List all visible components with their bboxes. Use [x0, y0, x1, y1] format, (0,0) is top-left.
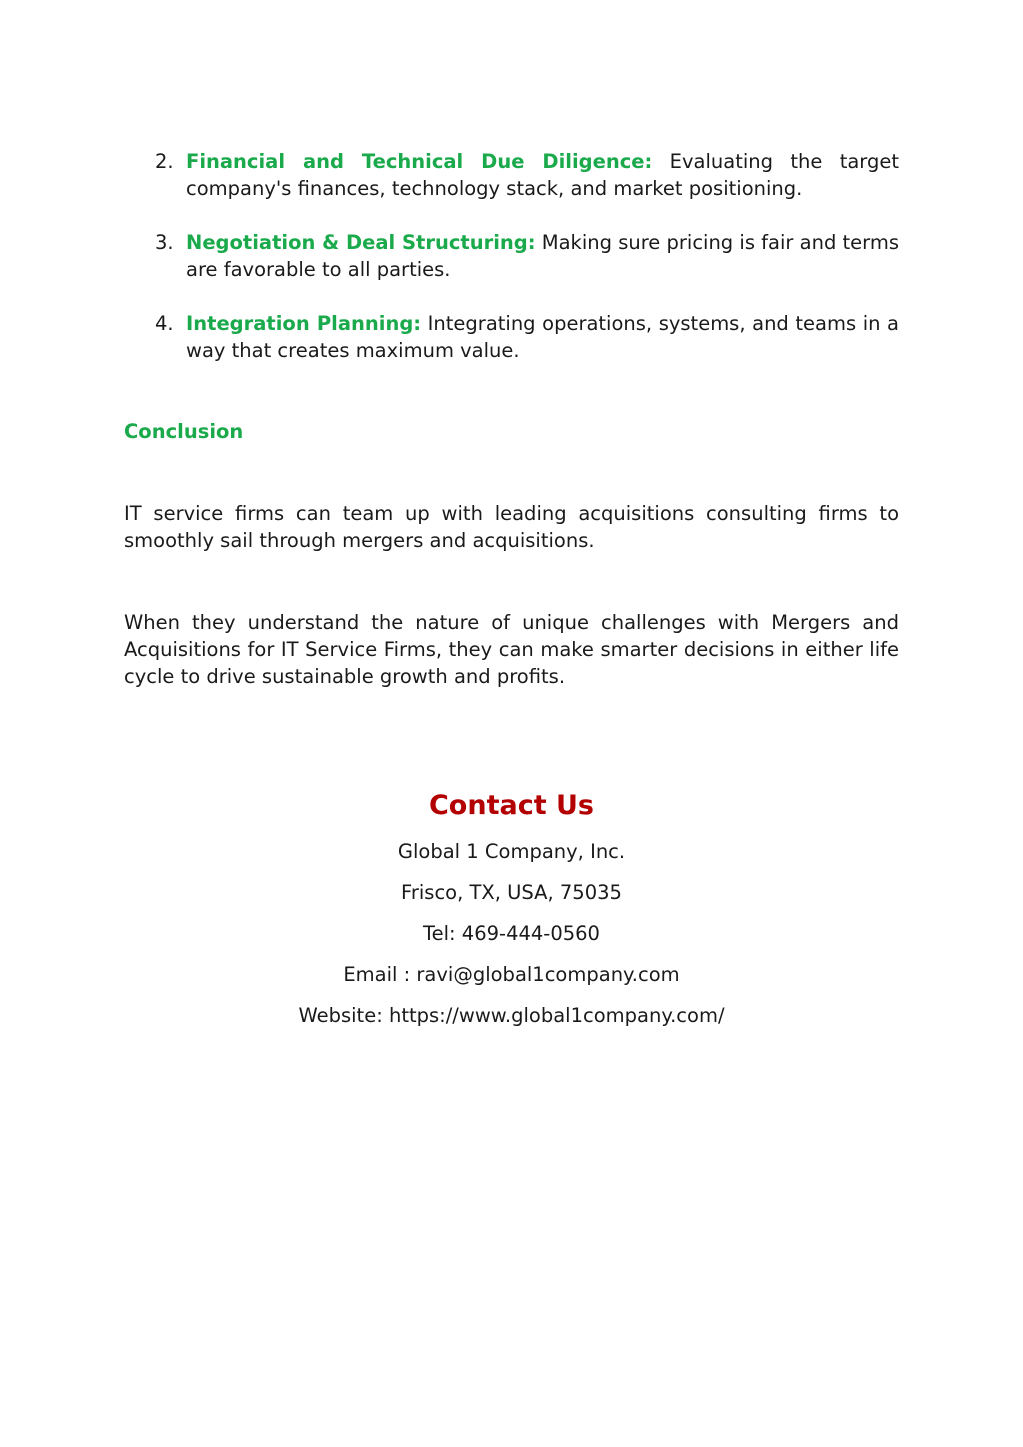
list-item-number: 3. [155, 231, 174, 254]
contact-section [0, 786, 1023, 1036]
contact-website: Website: https://www.global1company.com/ [298, 1004, 725, 1027]
conclusion-heading: Conclusion [124, 420, 244, 443]
list-item [124, 310, 899, 364]
list-item [124, 148, 899, 202]
list-item-label: Negotiation & Deal Structuring: [186, 231, 536, 254]
list-item-label: Integration Planning: [186, 312, 422, 335]
list-item-label: Financial and Technical Due Diligence: [186, 150, 653, 173]
contact-address: Frisco, TX, USA, 75035 [401, 881, 622, 904]
list-item-number: 2. [155, 150, 174, 173]
list-item-text: Evaluating the target company's finances, technology stack, and market positioning. [186, 150, 899, 200]
conclusion-paragraph-1: IT service firms can team up with leading acquisitions consulting firms to smoothly sail through mergers and acquisitions. [124, 502, 899, 552]
contact-phone: Tel: 469-444-0560 [423, 922, 600, 945]
list-item-text: Integrating operations, systems, and teams in a way that creates maximum value. [186, 312, 899, 362]
contact-title: Contact Us [428, 790, 595, 821]
numbered-list [124, 148, 899, 364]
contact-company: Global 1 Company, Inc. [397, 840, 626, 863]
list-item-text: Making sure pricing is fair and terms are favorable to all parties. [186, 231, 899, 281]
conclusion-paragraph-2: When they understand the nature of unique challenges with Mergers and Acquisitions for IT Service Firms, they can make smarter decisions in either life cycle to drive sustainable growth and profits. [124, 611, 899, 688]
document-body [124, 148, 899, 690]
list-item-number: 4. [155, 312, 174, 335]
contact-email: Email : ravi@global1company.com [343, 963, 680, 986]
list-item [124, 229, 899, 283]
